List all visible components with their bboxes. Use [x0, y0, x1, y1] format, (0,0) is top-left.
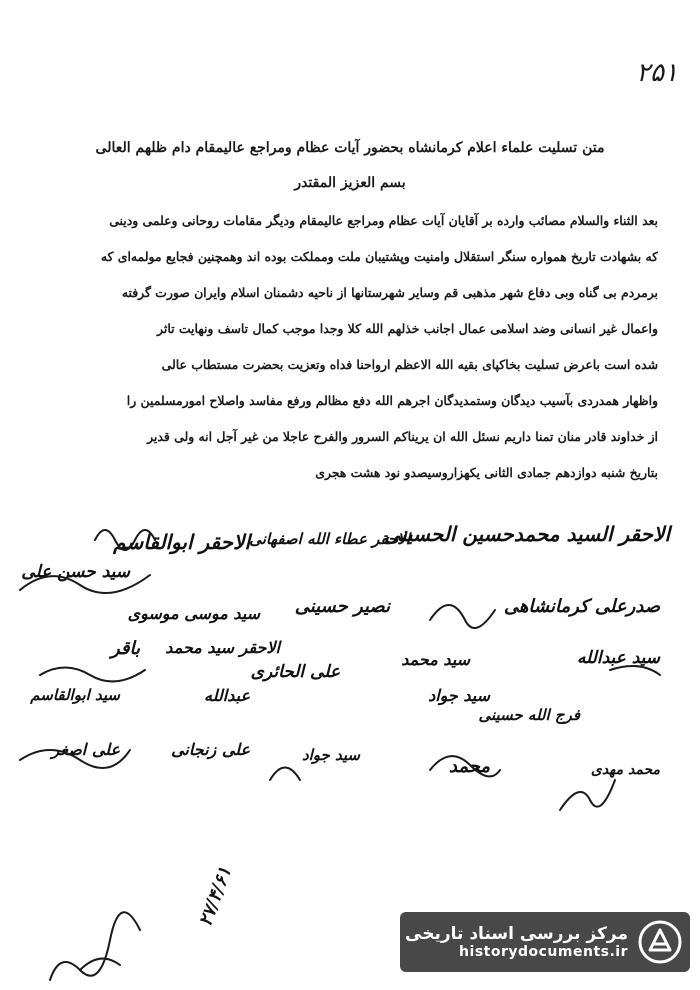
bottom-date-note: ۲۷/۴/۶۱ — [195, 864, 236, 930]
signature: سید حسن علی — [21, 562, 130, 582]
date-line: بتاریخ شنبه دوازدهم جمادی الثانی یکهزاروسیصدو نود هشت هجری — [315, 465, 658, 480]
signature: باقر — [110, 638, 140, 659]
body-line: از خداوند قادر منان تمنا داریم نسئل الله ان یریناکم السرور والفرح عاجلا من غیر آجل انه ولی قدیر — [147, 429, 658, 444]
signature: صدرعلی کرمانشاهی — [503, 596, 660, 617]
archive-watermark — [400, 912, 690, 972]
signature: الاحقر سید محمد — [165, 638, 280, 657]
signature: الاحقر ابوالقاسم — [113, 530, 250, 554]
body-line: بعد الثناء والسلام مصائب وارده بر آقایان آیات عظام ومراجع عالیمقام ودیگر مقامات روحانی وعلمی ودینی — [109, 213, 658, 228]
signature: الاحقر السید محمدحسین الحسینی — [384, 522, 670, 546]
signatures-area — [0, 500, 700, 840]
signature: محمد مهدی — [590, 762, 660, 778]
body-line: که بشهادت تاریخ همواره سنگر استقلال وامنیت وپشتیبان ملت ومملکت بوده اند وهمچنین فجایع مولمه‌ای که — [100, 249, 658, 264]
signature: علی اصغر — [51, 740, 120, 759]
page-number: ۲۵۱ — [636, 58, 678, 88]
signature: علی الحائری — [250, 662, 340, 682]
body-line: واعمال غیر انسانی وضد اسلامی عمال اجانب خذلهم الله کلا وجدا موجب کمال تاسف ونهایت تاثر — [157, 321, 658, 336]
archive-logo-icon — [638, 920, 682, 964]
signature-strokes — [0, 500, 700, 840]
signature: عبدالله — [204, 686, 250, 705]
watermark-title: مرکز بررسی اسناد تاریخی — [405, 924, 628, 944]
signature: محمد — [448, 756, 490, 777]
signature: علی زنجانی — [171, 740, 250, 759]
watermark-url: historydocuments.ir — [459, 944, 628, 960]
signature: نصیر حسینی — [294, 596, 390, 617]
body-line: برمردم بی گناه وبی دفاع شهر مذهبی قم وسایر شهرستانها از ناحیه دشمنان اسلام وایران صورت گرفته — [121, 285, 658, 300]
watermark-text — [405, 924, 628, 960]
signature: سید محمد — [401, 650, 470, 669]
signature: سید ابوالقاسم — [30, 686, 120, 704]
signature: سید جواد — [301, 746, 360, 764]
letter-body — [48, 206, 658, 488]
signature: سید جواد — [428, 686, 490, 705]
bottom-signature-strokes — [20, 890, 220, 990]
body-line: واظهار همدردی بآسیب دیدگان وستمدیدگان اجرهم الله دفع مظالم ورفع مفاسد واصلاح امورمسلمین را — [126, 393, 658, 408]
signature: سید موسی موسوی — [127, 604, 260, 623]
body-line: شده است باعرض تسلیت بخاکپای بقیه الله الاعظم ارواحنا فداه وتعزیت بحضرت مستطاب عالی — [161, 357, 658, 372]
signature: فرج الله حسینی — [478, 706, 580, 724]
document-heading: متن تسلیت علماء اعلام کرمانشاه بحضور آیات عظام ومراجع عالیمقام دام ظلهم العالی — [95, 140, 605, 156]
basmala: بسم العزیز المقتدر — [294, 175, 406, 191]
signature: الاحقر عطاء الله اصفهانی — [249, 530, 410, 548]
signature: سید عبدالله — [576, 648, 660, 668]
